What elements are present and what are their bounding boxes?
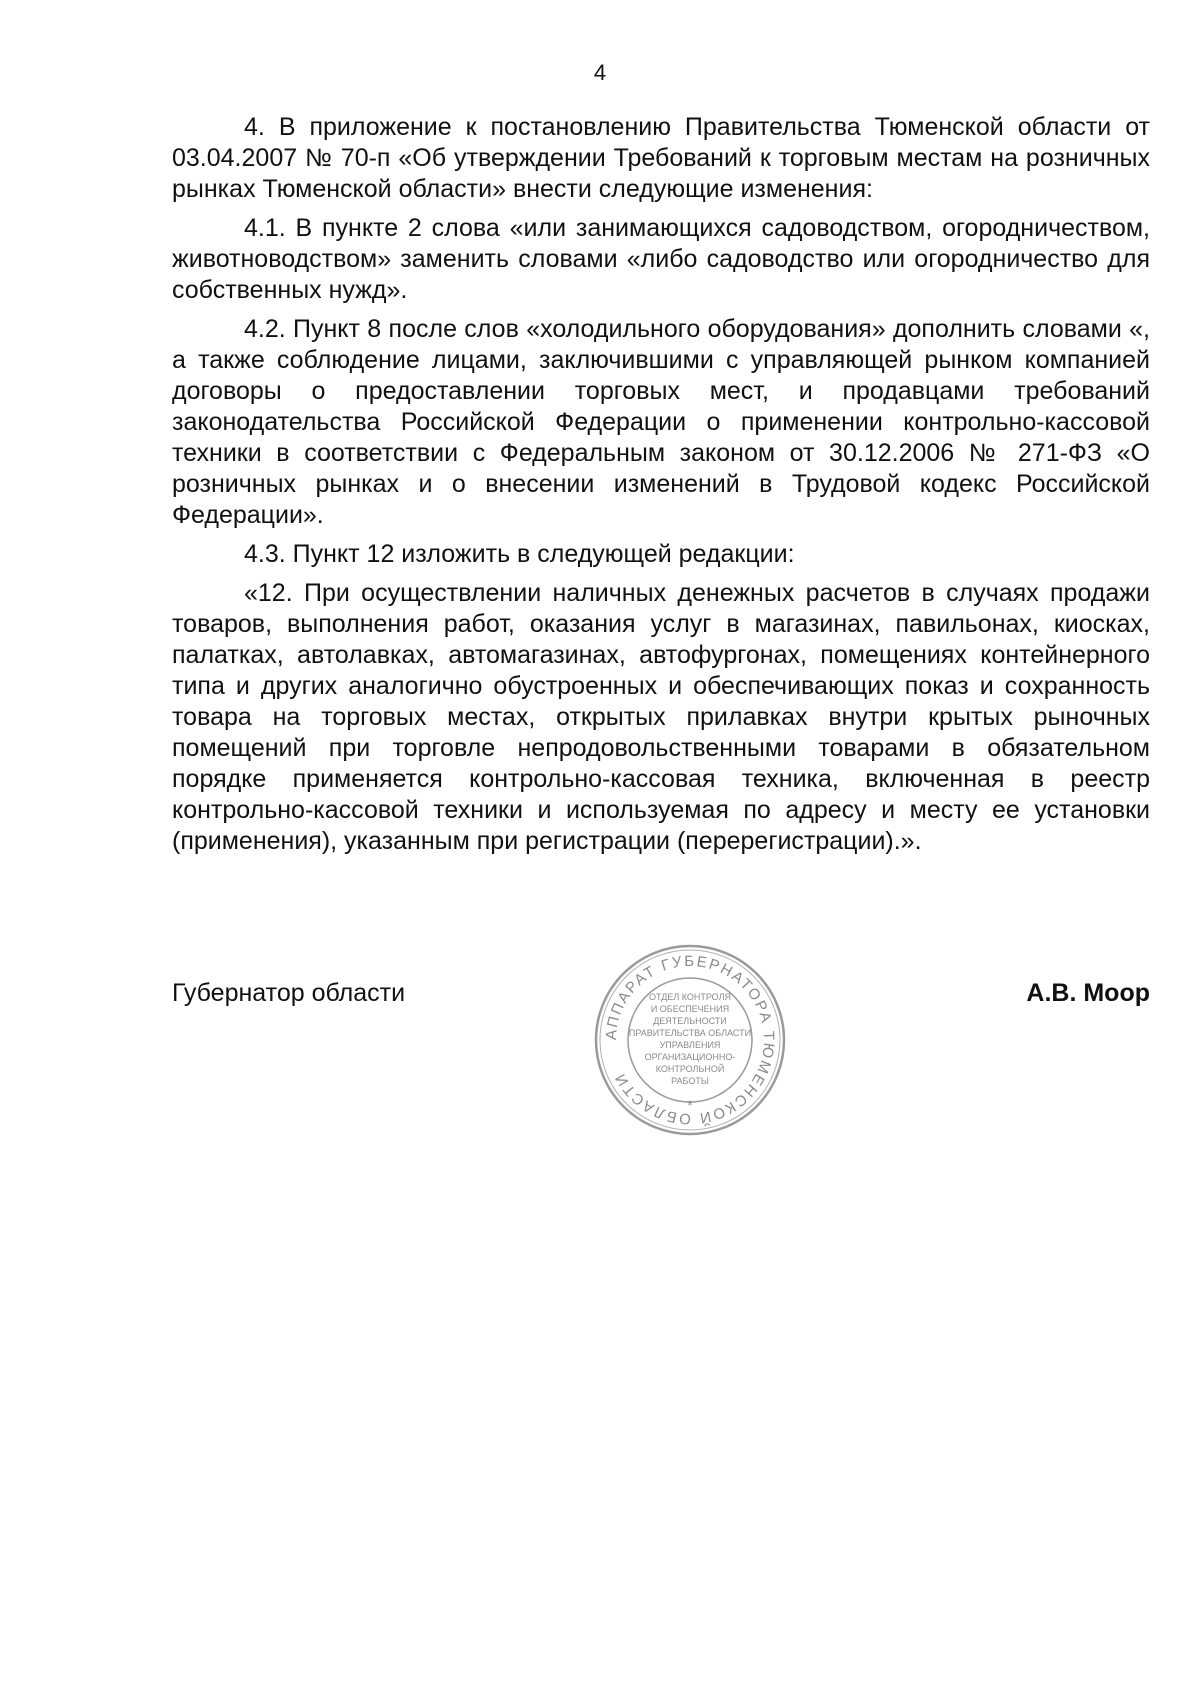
- signer-position: Губернатор области: [172, 979, 406, 1007]
- stamp-seal-icon: [592, 942, 788, 1138]
- paragraph-4-2: 4.2. Пункт 8 после слов «холодильного оборудования» дополнить словами «, а также соблюдение лицами, заключившими с управляющей рынком компанией договоры о предоставлении торговых мест, и продавцами требований законодательства Российской Федерации о применении контрольно-кассовой техники в соответствии с Федеральным законом от 30.12.2006 № 271-ФЗ «О розничных рынках и о внесении изменений в Трудовой кодекс Российской Федерации».: [172, 315, 1150, 529]
- paragraph-4: 4. В приложение к постановлению Правительства Тюменской области от 03.04.2007 № 70-п «Об утверждении Требований к торговым местам на розничных рынках Тюменской области» внести следующие изменения:: [172, 113, 1150, 203]
- stamp-inner-line: РАБОТЫ: [671, 1076, 709, 1086]
- stamp-inner-line: И ОБЕСПЕЧЕНИЯ: [650, 1004, 730, 1014]
- stamp-inner-line: ДЕЯТЕЛЬНОСТИ: [653, 1016, 727, 1026]
- official-stamp: [592, 942, 788, 1138]
- signature-block: [172, 952, 1150, 1132]
- stamp-inner-line: ПРАВИТЕЛЬСТВА ОБЛАСТИ: [628, 1028, 752, 1038]
- stamp-inner-line: ОРГАНИЗАЦИОННО-: [644, 1052, 736, 1062]
- stamp-outer-text: АППАРАТ ГУБЕРНАТОРА ТЮМЕНСКОЙ ОБЛАСТИ: [602, 952, 778, 1128]
- page-number: 4: [593, 60, 607, 85]
- stamp-inner-line: УПРАВЛЕНИЯ: [659, 1040, 721, 1050]
- paragraph-4-1: 4.1. В пункте 2 слова «или занимающихся садоводством, огородничеством, животноводством» заменить словами «либо садоводство или огородничество для собственных нужд».: [172, 214, 1150, 304]
- svg-text:*: *: [687, 1097, 693, 1113]
- stamp-inner-line: ОТДЕЛ КОНТРОЛЯ: [649, 992, 731, 1002]
- stamp-inner-line: КОНТРОЛЬНОЙ: [655, 1064, 725, 1074]
- signer-name: А.В. Моор: [1026, 979, 1150, 1007]
- document-body: [172, 112, 1150, 865]
- paragraph-4-3: 4.3. Пункт 12 изложить в следующей редакции:: [244, 540, 795, 568]
- paragraph-12-quote: «12. При осуществлении наличных денежных расчетов в случаях продажи товаров, выполнения работ, оказания услуг в магазинах, павильонах, киосках, палатках, автолавках, автомагазинах, автофургонах, помещениях контейнерного типа и других аналогично обустроенных и обеспечивающих показ и сохранность товара на торговых местах, открытых прилавках внутри крытых рыночных помещений при торговле непродовольственными товарами в обязательном порядке применяется контрольно-кассовая техника, включенная в реестр контрольно-кассовой техники и используемая по адресу и месту ее установки (применения), указанным при регистрации (перерегистрации).».: [172, 579, 1150, 855]
